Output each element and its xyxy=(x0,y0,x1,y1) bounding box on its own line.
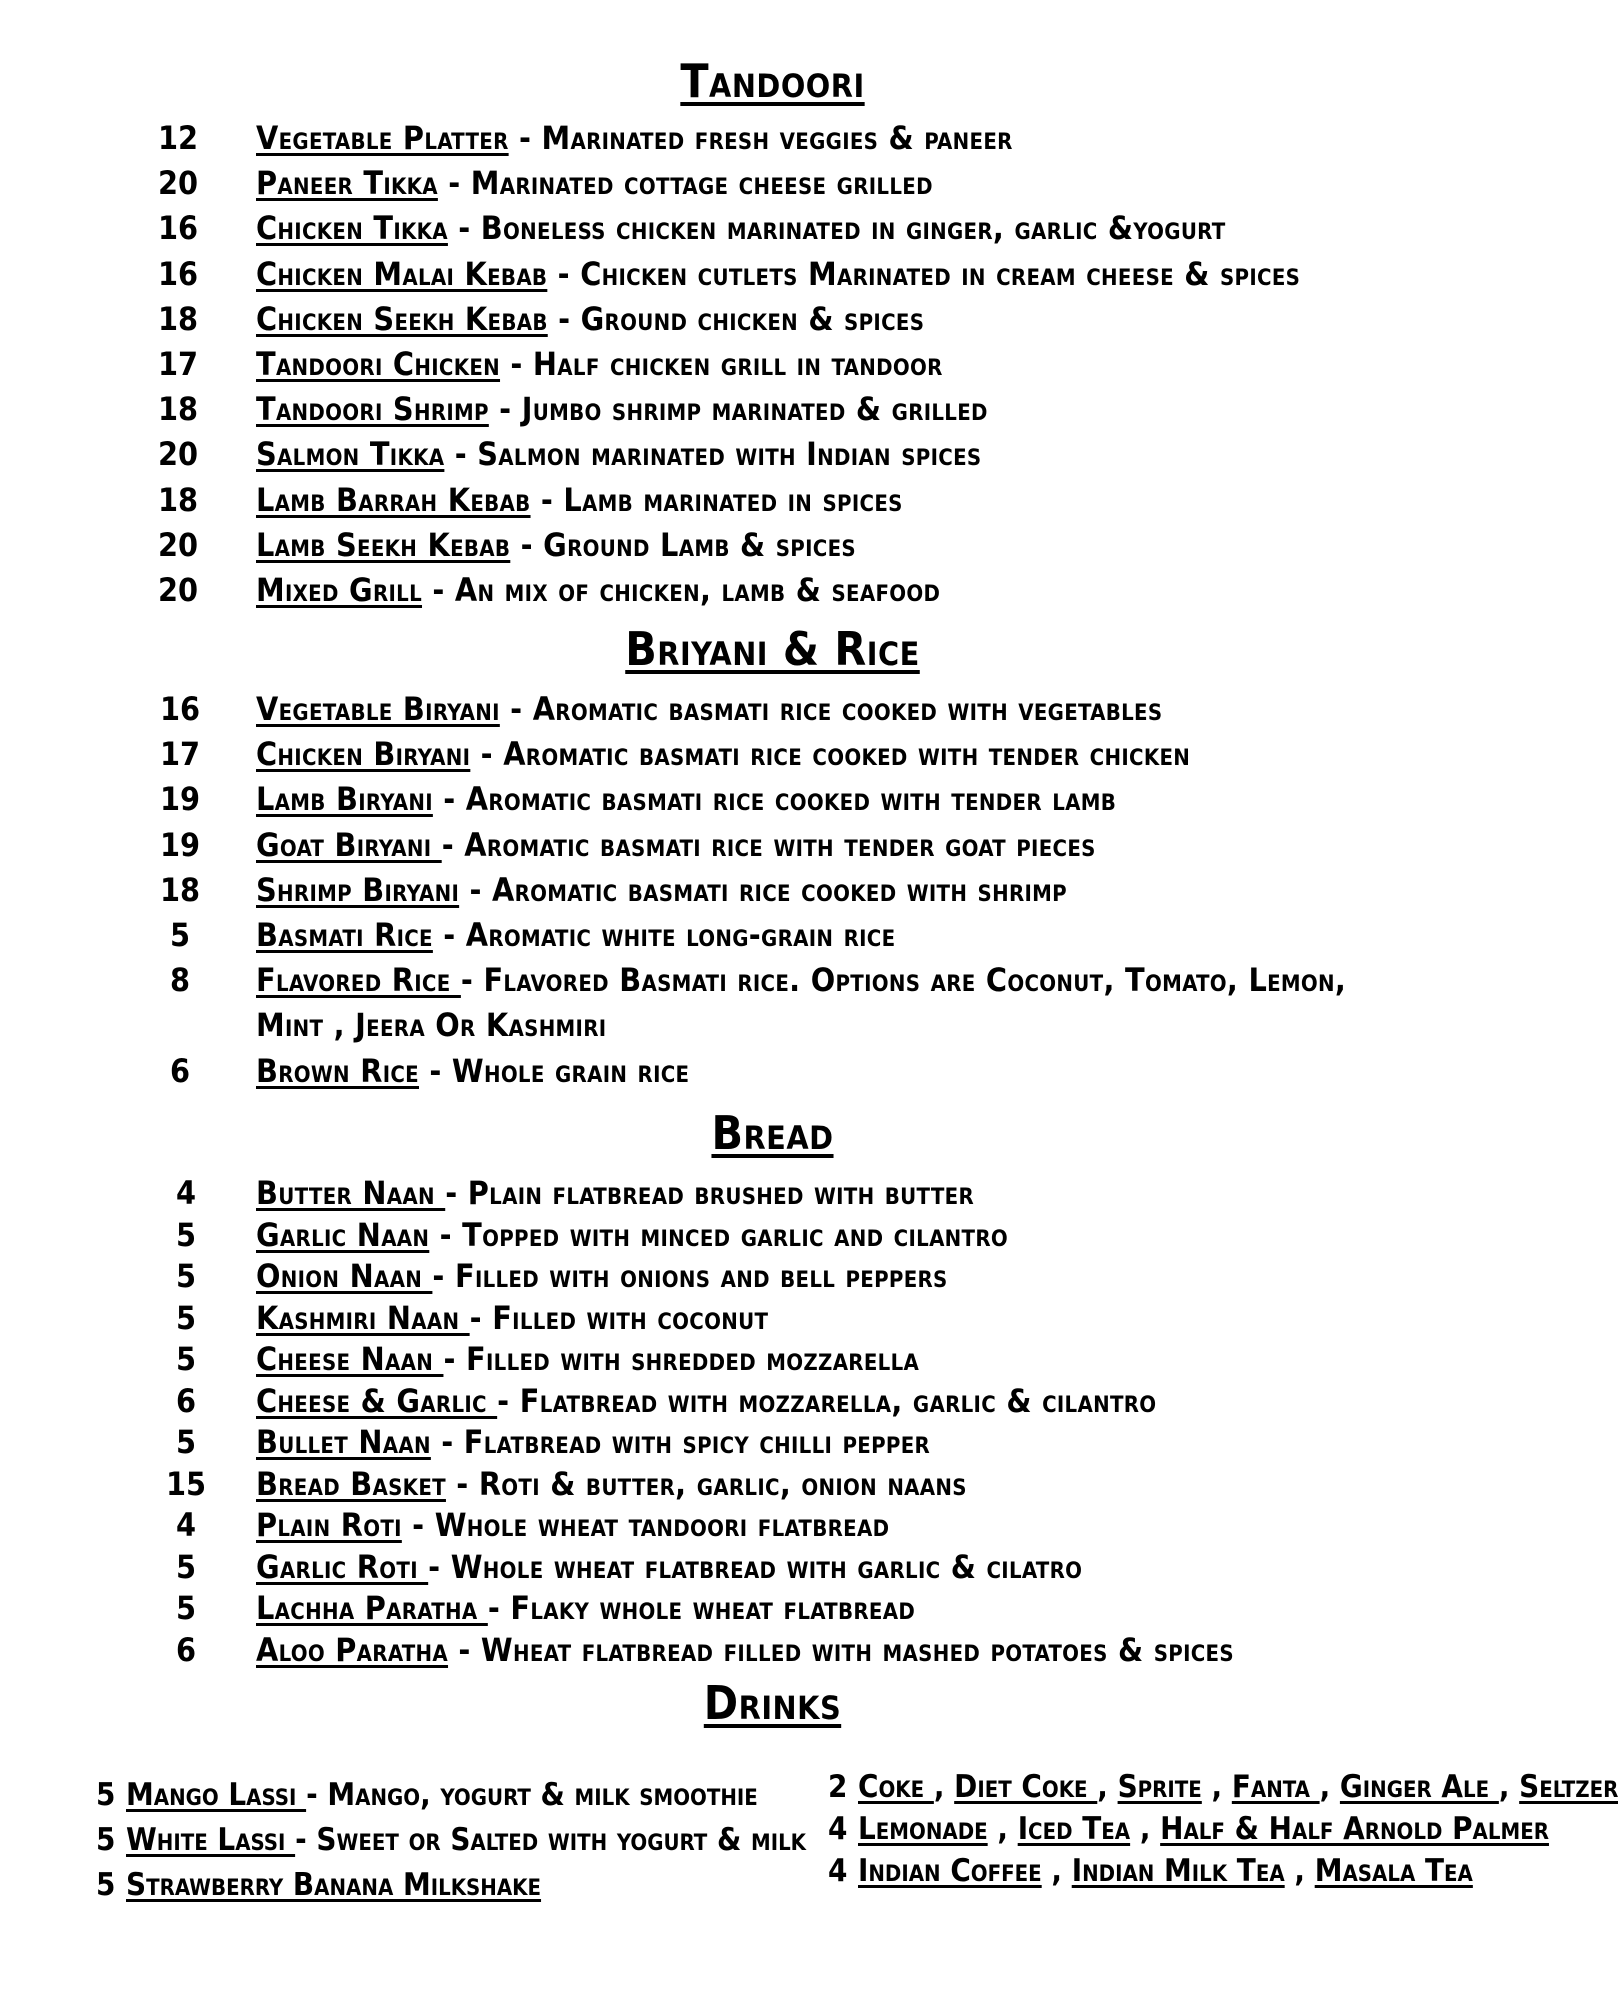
section-title-briyani-rice: Briyani & Rice xyxy=(625,622,920,676)
item-name: Lamb Barrah Kebab xyxy=(256,480,531,519)
item-price: 5 xyxy=(175,1423,197,1461)
item-description: - Flavored Basmati rice. Options are Coconut, Tomato, Lemon, xyxy=(460,961,1347,1000)
item-name: Shrimp Biryani xyxy=(256,870,460,909)
item-line xyxy=(256,299,925,338)
item-line xyxy=(256,254,1301,293)
drink-item xyxy=(828,1811,1549,1847)
item-description: - Marinated cottage cheese grilled xyxy=(437,164,933,203)
separator: , xyxy=(1130,1811,1161,1847)
item-line xyxy=(256,390,988,429)
item-price: 18 xyxy=(157,480,199,519)
item-name: Brown Rice xyxy=(256,1051,419,1090)
item-description: - Chicken cutlets Marinated in cream cheese & spices xyxy=(547,254,1301,293)
item-line xyxy=(256,961,1347,1000)
section-title-drinks: Drinks xyxy=(703,1676,842,1730)
item-line xyxy=(256,119,1013,157)
item-line xyxy=(256,1630,1234,1669)
item-description: - Ground chicken & spices xyxy=(547,299,925,338)
item-line xyxy=(256,1589,916,1627)
item-price: 5 xyxy=(175,1340,197,1378)
section-title-bread: Bread xyxy=(711,1106,834,1160)
item-description: - Flatbread with mozzarella, garlic & cilantro xyxy=(497,1381,1157,1420)
drink-price: 5 xyxy=(96,1777,116,1813)
item-description: - Wheat flatbread filled with mashed potatoes & spices xyxy=(448,1630,1234,1669)
item-description: - Filled with shredded mozzarella xyxy=(443,1340,920,1378)
item-line xyxy=(256,1174,975,1212)
item-name: Chicken Malai Kebab xyxy=(256,254,548,293)
drink-price: 5 xyxy=(96,1867,116,1903)
item-name: Butter Naan xyxy=(256,1174,446,1212)
item-price: 6 xyxy=(175,1630,197,1669)
item-price: 19 xyxy=(159,780,201,819)
item-line xyxy=(256,1298,769,1337)
item-description: - Aromatic basmati rice cooked with shrimp xyxy=(459,870,1067,909)
separator: , xyxy=(987,1811,1018,1847)
separator: , xyxy=(1041,1853,1072,1889)
item-description: - Jumbo shrimp marinated & grilled xyxy=(488,390,988,429)
drink-name: Coke xyxy=(858,1769,934,1805)
drink-price: 2 xyxy=(828,1769,848,1805)
item-name: Lamb Biryani xyxy=(256,780,433,819)
item-price: 15 xyxy=(165,1464,207,1503)
item-line xyxy=(256,1257,948,1295)
item-name: Basmati Rice xyxy=(256,916,433,954)
item-name: Aloo Paratha xyxy=(256,1630,449,1669)
item-price: 5 xyxy=(175,1298,197,1337)
item-line xyxy=(256,1423,931,1461)
item-name: Bullet Naan xyxy=(256,1423,431,1461)
item-name: Flavored Rice xyxy=(256,961,461,1000)
item-name: Salmon Tikka xyxy=(256,435,445,474)
item-price: 20 xyxy=(157,164,199,203)
item-line xyxy=(256,1464,967,1503)
item-description: - Boneless chicken marinated in ginger, garlic &yogurt xyxy=(447,209,1226,248)
item-price: 6 xyxy=(169,1051,191,1090)
item-price: 5 xyxy=(175,1547,197,1586)
item-line xyxy=(256,916,896,954)
drink-name: Masala Tea xyxy=(1314,1853,1473,1889)
item-price: 16 xyxy=(157,254,199,293)
drink-name: Fanta xyxy=(1231,1769,1320,1805)
item-price: 17 xyxy=(159,735,201,774)
item-name: Vegetable Biryani xyxy=(256,690,500,728)
drink-price: 5 xyxy=(96,1822,116,1858)
item-name: Mixed Grill xyxy=(256,571,423,609)
item-description: - Flatbread with spicy chilli pepper xyxy=(430,1423,931,1461)
item-description: - Ground Lamb & spices xyxy=(510,525,856,564)
item-name: Garlic Naan xyxy=(256,1215,430,1254)
drink-name: Lemonade xyxy=(858,1811,988,1847)
item-description: - Roti & butter, garlic, onion naans xyxy=(445,1464,967,1503)
item-line xyxy=(256,345,943,383)
drink-name: White Lassi xyxy=(126,1822,296,1858)
item-price: 18 xyxy=(157,299,199,338)
item-name: Kashmiri Naan xyxy=(256,1298,470,1337)
item-price: 18 xyxy=(159,870,201,909)
item-line xyxy=(256,571,941,609)
item-description: - Topped with minced garlic and cilantro xyxy=(429,1215,1009,1254)
separator: , xyxy=(1201,1769,1232,1805)
item-description: - Flaky whole wheat flatbread xyxy=(487,1589,916,1627)
separator: , xyxy=(1319,1769,1340,1805)
item-description: - Aromatic basmati rice cooked with tender chicken xyxy=(470,735,1191,774)
item-price: 4 xyxy=(175,1506,197,1544)
item-description: - Marinated fresh veggies & paneer xyxy=(508,119,1013,157)
drink-item xyxy=(828,1853,1473,1889)
item-line xyxy=(256,1547,1083,1586)
item-description-continued: Mint , Jeera Or Kashmiri xyxy=(256,1006,607,1045)
item-price: 5 xyxy=(169,916,191,954)
item-description: - Whole grain rice xyxy=(419,1051,690,1090)
drink-name: Seltzer xyxy=(1519,1769,1618,1805)
drink-name: Half & Half Arnold Palmer xyxy=(1160,1811,1549,1847)
drink-name: Indian Coffee xyxy=(858,1853,1042,1889)
item-price: 19 xyxy=(159,825,201,864)
drink-name: Iced Tea xyxy=(1017,1811,1131,1847)
item-line xyxy=(256,1381,1157,1420)
item-price: 5 xyxy=(175,1589,197,1627)
drink-item xyxy=(96,1822,807,1858)
item-line xyxy=(256,1051,690,1090)
item-description: - Aromatic basmati rice cooked with tender lamb xyxy=(432,780,1117,819)
item-name: Plain Roti xyxy=(256,1506,402,1544)
item-line xyxy=(256,735,1191,774)
separator: , xyxy=(1097,1769,1118,1805)
item-description: - Plain flatbread brushed with butter xyxy=(445,1174,975,1212)
item-description: - Filled with onions and bell peppers xyxy=(432,1257,948,1295)
item-price: 16 xyxy=(159,690,201,728)
item-name: Cheese Naan xyxy=(256,1340,444,1378)
item-name: Vegetable Platter xyxy=(256,119,509,157)
item-line xyxy=(256,1340,920,1378)
item-price: 16 xyxy=(157,209,199,248)
item-price: 5 xyxy=(175,1257,197,1295)
drink-name: Indian Milk Tea xyxy=(1071,1853,1285,1889)
item-line xyxy=(256,209,1226,248)
item-line xyxy=(256,870,1067,909)
drink-item xyxy=(96,1777,758,1813)
item-line xyxy=(256,1215,1009,1254)
drink-name: Sprite xyxy=(1117,1769,1202,1805)
item-name: Garlic Roti xyxy=(256,1547,429,1586)
item-price: 20 xyxy=(157,571,199,609)
item-description: - Filled with coconut xyxy=(469,1298,769,1337)
item-line xyxy=(256,780,1117,819)
item-price: 18 xyxy=(157,390,199,429)
drink-description: - Mango, yogurt & milk smoothie xyxy=(306,1777,758,1813)
item-description: - An mix of chicken, lamb & seafood xyxy=(422,571,941,609)
separator: , xyxy=(1498,1769,1520,1805)
separator: , xyxy=(1284,1853,1315,1889)
item-line xyxy=(256,435,982,474)
item-description: - Lamb marinated in spices xyxy=(530,480,903,519)
drink-name: Mango Lassi xyxy=(126,1777,307,1813)
item-name: Tandoori Chicken xyxy=(256,345,501,383)
drink-description: - Sweet or Salted with yogurt & milk xyxy=(295,1822,807,1858)
item-name: Lachha Paratha xyxy=(256,1589,488,1627)
item-line xyxy=(256,1506,890,1544)
section-title-tandoori: Tandoori xyxy=(680,54,865,108)
drink-name: Diet Coke xyxy=(954,1769,1098,1805)
item-price: 8 xyxy=(169,961,191,1000)
item-price: 17 xyxy=(157,345,199,383)
item-name: Chicken Seekh Kebab xyxy=(256,299,548,338)
item-line xyxy=(256,825,1096,864)
item-description: - Aromatic basmati rice with tender goat pieces xyxy=(441,825,1096,864)
item-price: 4 xyxy=(175,1174,197,1212)
item-name: Chicken Biryani xyxy=(256,735,471,774)
item-name: Bread Basket xyxy=(256,1464,446,1503)
drink-name: Ginger Ale xyxy=(1339,1769,1499,1805)
drink-item xyxy=(828,1769,1618,1805)
item-price: 20 xyxy=(157,435,199,474)
item-description: - Salmon marinated with Indian spices xyxy=(444,435,982,474)
item-name: Chicken Tikka xyxy=(256,209,448,248)
item-line xyxy=(256,480,903,519)
item-name: Tandoori Shrimp xyxy=(256,390,489,429)
separator: , xyxy=(933,1769,955,1805)
drink-price: 4 xyxy=(828,1853,848,1889)
item-line xyxy=(256,690,1163,728)
item-price: 6 xyxy=(175,1381,197,1420)
item-description: - Whole wheat flatbread with garlic & cilatro xyxy=(428,1547,1083,1586)
item-price: 20 xyxy=(157,525,199,564)
item-line xyxy=(256,164,933,203)
item-name: Cheese & Garlic xyxy=(256,1381,498,1420)
drink-price: 4 xyxy=(828,1811,848,1847)
item-description: - Aromatic basmati rice cooked with vegetables xyxy=(499,690,1163,728)
item-name: Onion Naan xyxy=(256,1257,433,1295)
item-description: - Half chicken grill in tandoor xyxy=(500,345,943,383)
item-name: Paneer Tikka xyxy=(256,164,438,203)
drink-name: Strawberry Banana Milkshake xyxy=(126,1867,542,1903)
item-name: Lamb Seekh Kebab xyxy=(256,525,511,564)
item-description: - Aromatic white long-grain rice xyxy=(432,916,896,954)
item-price: 5 xyxy=(175,1215,197,1254)
item-description: - Whole wheat tandoori flatbread xyxy=(401,1506,890,1544)
drink-item xyxy=(96,1867,542,1903)
item-price: 12 xyxy=(157,119,199,157)
item-name: Goat Biryani xyxy=(256,825,442,864)
item-line xyxy=(256,525,856,564)
